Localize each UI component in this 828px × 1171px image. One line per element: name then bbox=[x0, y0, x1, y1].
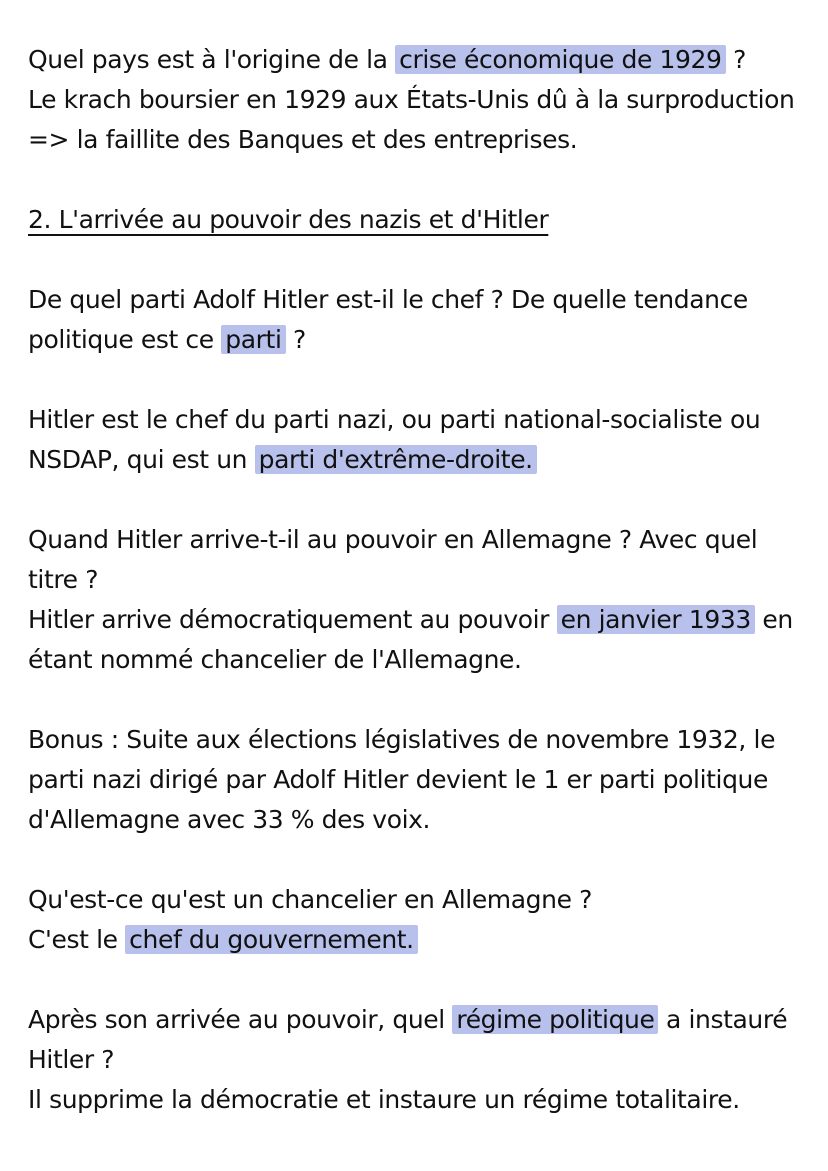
q2-answer-line-1: Hitler est le chef du parti nazi, ou parti national-socialiste ou bbox=[28, 405, 761, 434]
q2-question-line-1: De quel parti Adolf Hitler est-il le chef ? De quelle tendance bbox=[28, 285, 748, 314]
q5-question-text: Après son arrivée au pouvoir, quel bbox=[28, 1005, 453, 1034]
section-2-heading: 2. L'arrivée au pouvoir des nazis et d'Hitler bbox=[28, 205, 549, 234]
q2-answer-line-2 bbox=[28, 440, 808, 480]
q3-question-line-1: Quand Hitler arrive-t-il au pouvoir en Allemagne ? Avec quel bbox=[28, 525, 758, 554]
q3-answer-line-1 bbox=[28, 600, 808, 640]
highlight-janvier-1933: en janvier 1933 bbox=[557, 605, 755, 634]
highlight-regime-politique: régime politique bbox=[452, 1005, 658, 1034]
highlight-parti: parti bbox=[221, 325, 285, 354]
highlight-crise-1929: crise économique de 1929 bbox=[395, 45, 725, 74]
bonus-line-1: Bonus : Suite aux élections législatives de novembre 1932, le bbox=[28, 725, 776, 754]
q5-question-line-1 bbox=[28, 1000, 808, 1040]
bonus-line-2: parti nazi dirigé par Adolf Hitler devient le 1 er parti politique bbox=[28, 765, 768, 794]
q2-question-text: politique est ce bbox=[28, 325, 222, 354]
q2-answer-text: NSDAP, qui est un bbox=[28, 445, 255, 474]
highlight-chef-gouvernement: chef du gouvernement. bbox=[125, 925, 418, 954]
q1-question-text: Quel pays est à l'origine de la bbox=[28, 45, 396, 74]
notes-page bbox=[28, 40, 808, 1120]
q3-answer-text: Hitler arrive démocratiquement au pouvoir bbox=[28, 605, 557, 634]
q1-answer-line-2: => la faillite des Banques et des entreprises. bbox=[28, 125, 578, 154]
q4-answer bbox=[28, 920, 808, 960]
q5-question-end: a instauré bbox=[658, 1005, 788, 1034]
q5-question-line-2: Hitler ? bbox=[28, 1045, 115, 1074]
highlight-extreme-droite: parti d'extrême-droite. bbox=[255, 445, 537, 474]
q3-answer-end: en bbox=[754, 605, 793, 634]
q4-answer-text: C'est le bbox=[28, 925, 126, 954]
q3-question-line-2: titre ? bbox=[28, 565, 99, 594]
bonus-line-3: d'Allemagne avec 33 % des voix. bbox=[28, 805, 431, 834]
q5-answer: Il supprime la démocratie et instaure un régime totalitaire. bbox=[28, 1085, 740, 1114]
q4-question: Qu'est-ce qu'est un chancelier en Allemagne ? bbox=[28, 885, 592, 914]
q1-question-end: ? bbox=[725, 45, 746, 74]
q1-answer-line-1: Le krach boursier en 1929 aux États-Unis dû à la surproduction bbox=[28, 85, 795, 114]
q1-question bbox=[28, 40, 808, 80]
q2-question-end: ? bbox=[285, 325, 306, 354]
q3-answer-line-2: étant nommé chancelier de l'Allemagne. bbox=[28, 645, 522, 674]
q2-question-line-2 bbox=[28, 320, 808, 360]
